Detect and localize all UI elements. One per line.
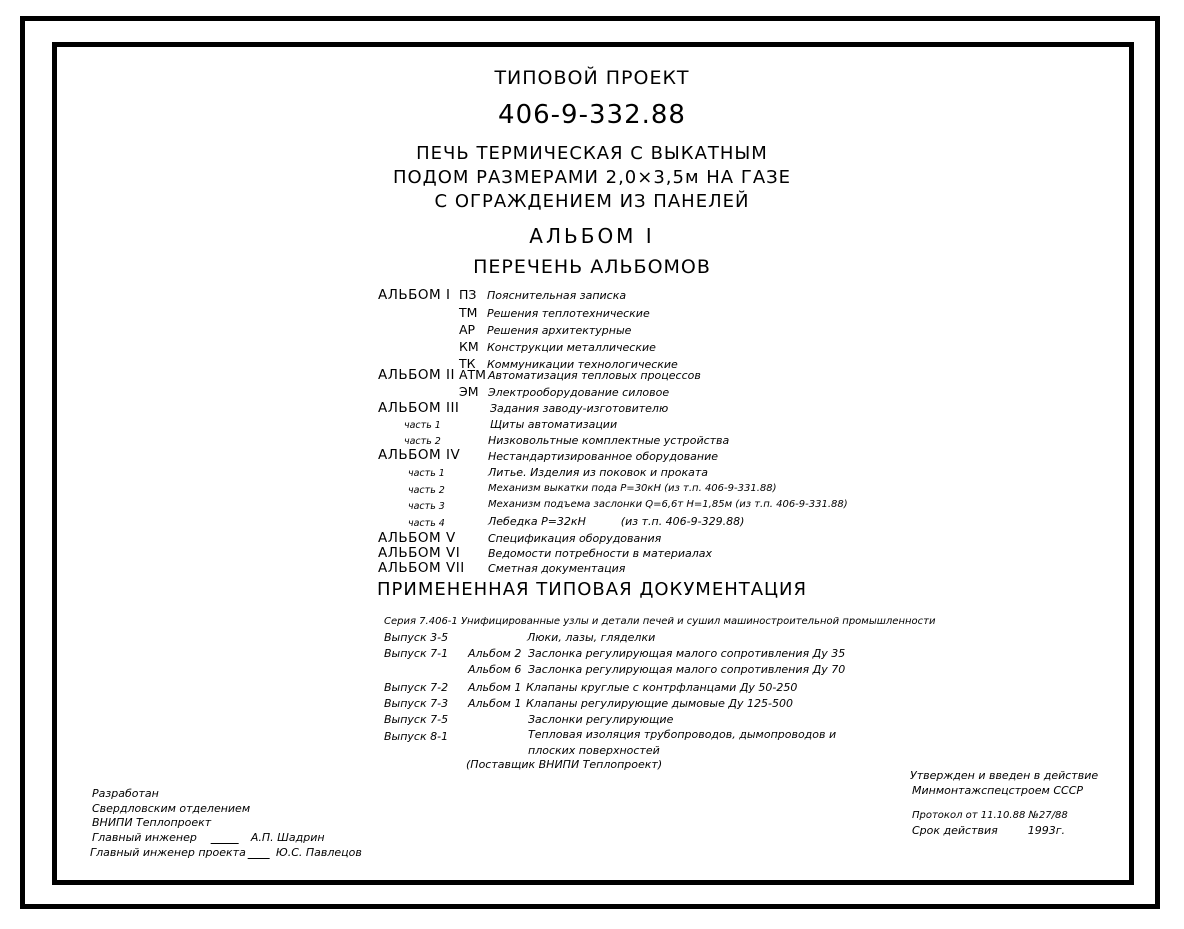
album-code: ЭМ [459, 384, 479, 399]
album-item-text: Пояснительная записка [487, 289, 627, 302]
issue-text: Клапаны круглые с контрфланцами Ду 50-250 [526, 681, 798, 694]
issue-label: Выпуск 7-2 [384, 681, 449, 694]
album-item-text: Механизм подъема заслонки Q=6,6т Н=1,85м (из т.п. 406-9-331.88) [488, 499, 848, 510]
album-item-text: Спецификация оборудования [488, 532, 662, 545]
supplier-note: (Поставщик ВНИПИ Теплопроект) [466, 758, 663, 771]
chief-engineer-name: А.П. Шадрин [250, 831, 325, 844]
album-part-label: часть 4 [408, 518, 445, 529]
protocol-line: Протокол от 11.10.88 №27/88 [912, 810, 1068, 821]
chief-engineer-row [92, 831, 325, 844]
album-item-text: Электрооборудование силовое [488, 386, 670, 399]
album-heading: АЛЬБОМ I [529, 224, 655, 248]
chief-engineer-label: Главный инженер [92, 831, 197, 844]
issue-text: Заслонка регулирующая малого сопротивления Ду 70 [528, 663, 846, 676]
album-item-text: Ведомости потребности в материалах [488, 547, 713, 560]
title-line-1: ПЕЧЬ ТЕРМИЧЕСКАЯ С ВЫКАТНЫМ [416, 143, 768, 164]
album-part-label: часть 1 [404, 420, 441, 431]
issue-label: Выпуск 3-5 [384, 631, 449, 644]
issue-album: Альбом 1 [468, 681, 522, 694]
album-item-text: Конструкции металлические [487, 341, 656, 354]
album-item-text: Задания заводу-изготовителю [490, 402, 669, 415]
signature-mark [210, 833, 243, 844]
project-engineer-label: Главный инженер проекта [90, 846, 246, 859]
album-part-label: часть 1 [408, 468, 445, 479]
issue-album: Альбом 2 [468, 647, 522, 660]
applied-docs-title: ПРИМЕНЕННАЯ ТИПОВАЯ ДОКУМЕНТАЦИЯ [376, 579, 807, 600]
validity-label: Срок действия [912, 824, 998, 837]
approval-line: Утвержден и введен в действие [910, 769, 1099, 782]
album-item-text: Лебедка Р=32кН (из т.п. 406-9-329.88) [488, 515, 745, 528]
album-part-label: часть 3 [408, 501, 445, 512]
album-item-text: Решения теплотехнические [487, 307, 650, 320]
album-code: ПЗ [459, 287, 477, 302]
album-code: КМ [459, 339, 479, 354]
album-code: АР [459, 322, 476, 337]
validity-value: 1993г. [1027, 824, 1066, 837]
issue-label: Выпуск 7-1 [384, 647, 449, 660]
title-line-3: С ОГРАЖДЕНИЕМ ИЗ ПАНЕЛЕЙ [434, 191, 750, 212]
series-line: Серия 7.406-1 Унифицированные узлы и детали печей и сушил машиностроительной промышленности [384, 616, 936, 627]
album-code: ТМ [459, 305, 478, 320]
issue-label: Выпуск 8-1 [384, 730, 449, 743]
album-label: АЛЬБОМ IV [378, 447, 461, 463]
album-item-text: Коммуникации технологические [487, 358, 678, 371]
issue-text: Люки, лазы, гляделки [527, 631, 656, 644]
album-label: АЛЬБОМ VI [378, 545, 461, 561]
album-code: АТМ [459, 367, 486, 382]
validity-row [912, 824, 1065, 837]
project-type-heading: ТИПОВОЙ ПРОЕКТ [494, 67, 690, 89]
issue-text: Клапаны регулирующие дымовые Ду 125-500 [526, 697, 793, 710]
album-code: ТК [459, 356, 476, 371]
title-line-2: ПОДОМ РАЗМЕРАМИ 2,0×3,5м НА ГАЗЕ [392, 167, 792, 188]
project-engineer-row [90, 846, 362, 859]
project-engineer-name: Ю.С. Павлецов [275, 846, 362, 859]
album-label: АЛЬБОМ I [378, 287, 451, 303]
issue-album: Альбом 1 [468, 697, 522, 710]
project-number: 406-9-332.88 [498, 100, 686, 130]
issue-text: плоских поверхностей [528, 744, 660, 757]
album-label: АЛЬБОМ II [378, 367, 455, 383]
album-item-text: Автоматизация тепловых процессов [488, 369, 701, 382]
album-item-text: Механизм выкатки пода Р=30кН (из т.п. 406-9-331.88) [488, 483, 777, 494]
album-part-label: часть 2 [404, 436, 441, 447]
album-item-text: Низковольтные комплектные устройства [488, 434, 730, 447]
issue-text: Заслонка регулирующая малого сопротивления Ду 35 [528, 647, 846, 660]
developer-line: Разработан [92, 787, 159, 800]
album-item-text: Щиты автоматизации [490, 418, 618, 431]
album-label: АЛЬБОМ V [378, 530, 456, 546]
album-item-text: Сметная документация [488, 562, 626, 575]
issue-text: Заслонки регулирующие [528, 713, 674, 726]
album-label: АЛЬБОМ VII [378, 560, 465, 576]
signature-mark [247, 848, 274, 859]
approval-line: Минмонтажспецстроем СССР [912, 784, 1084, 797]
issue-text: Тепловая изоляция трубопроводов, дымопроводов и [528, 728, 837, 741]
album-part-label: часть 2 [408, 485, 445, 496]
album-item-text: Литье. Изделия из поковок и проката [488, 466, 709, 479]
album-item-text: Решения архитектурные [487, 324, 632, 337]
developer-line: ВНИПИ Теплопроект [92, 816, 212, 829]
issue-label: Выпуск 7-3 [384, 697, 449, 710]
issue-album: Альбом 6 [468, 663, 522, 676]
album-label: АЛЬБОМ III [378, 400, 460, 416]
issue-label: Выпуск 7-5 [384, 713, 449, 726]
album-item-text: Нестандартизированное оборудование [488, 450, 719, 463]
developer-line: Свердловским отделением [92, 802, 251, 815]
album-list-title: ПЕРЕЧЕНЬ АЛЬБОМОВ [473, 256, 711, 278]
